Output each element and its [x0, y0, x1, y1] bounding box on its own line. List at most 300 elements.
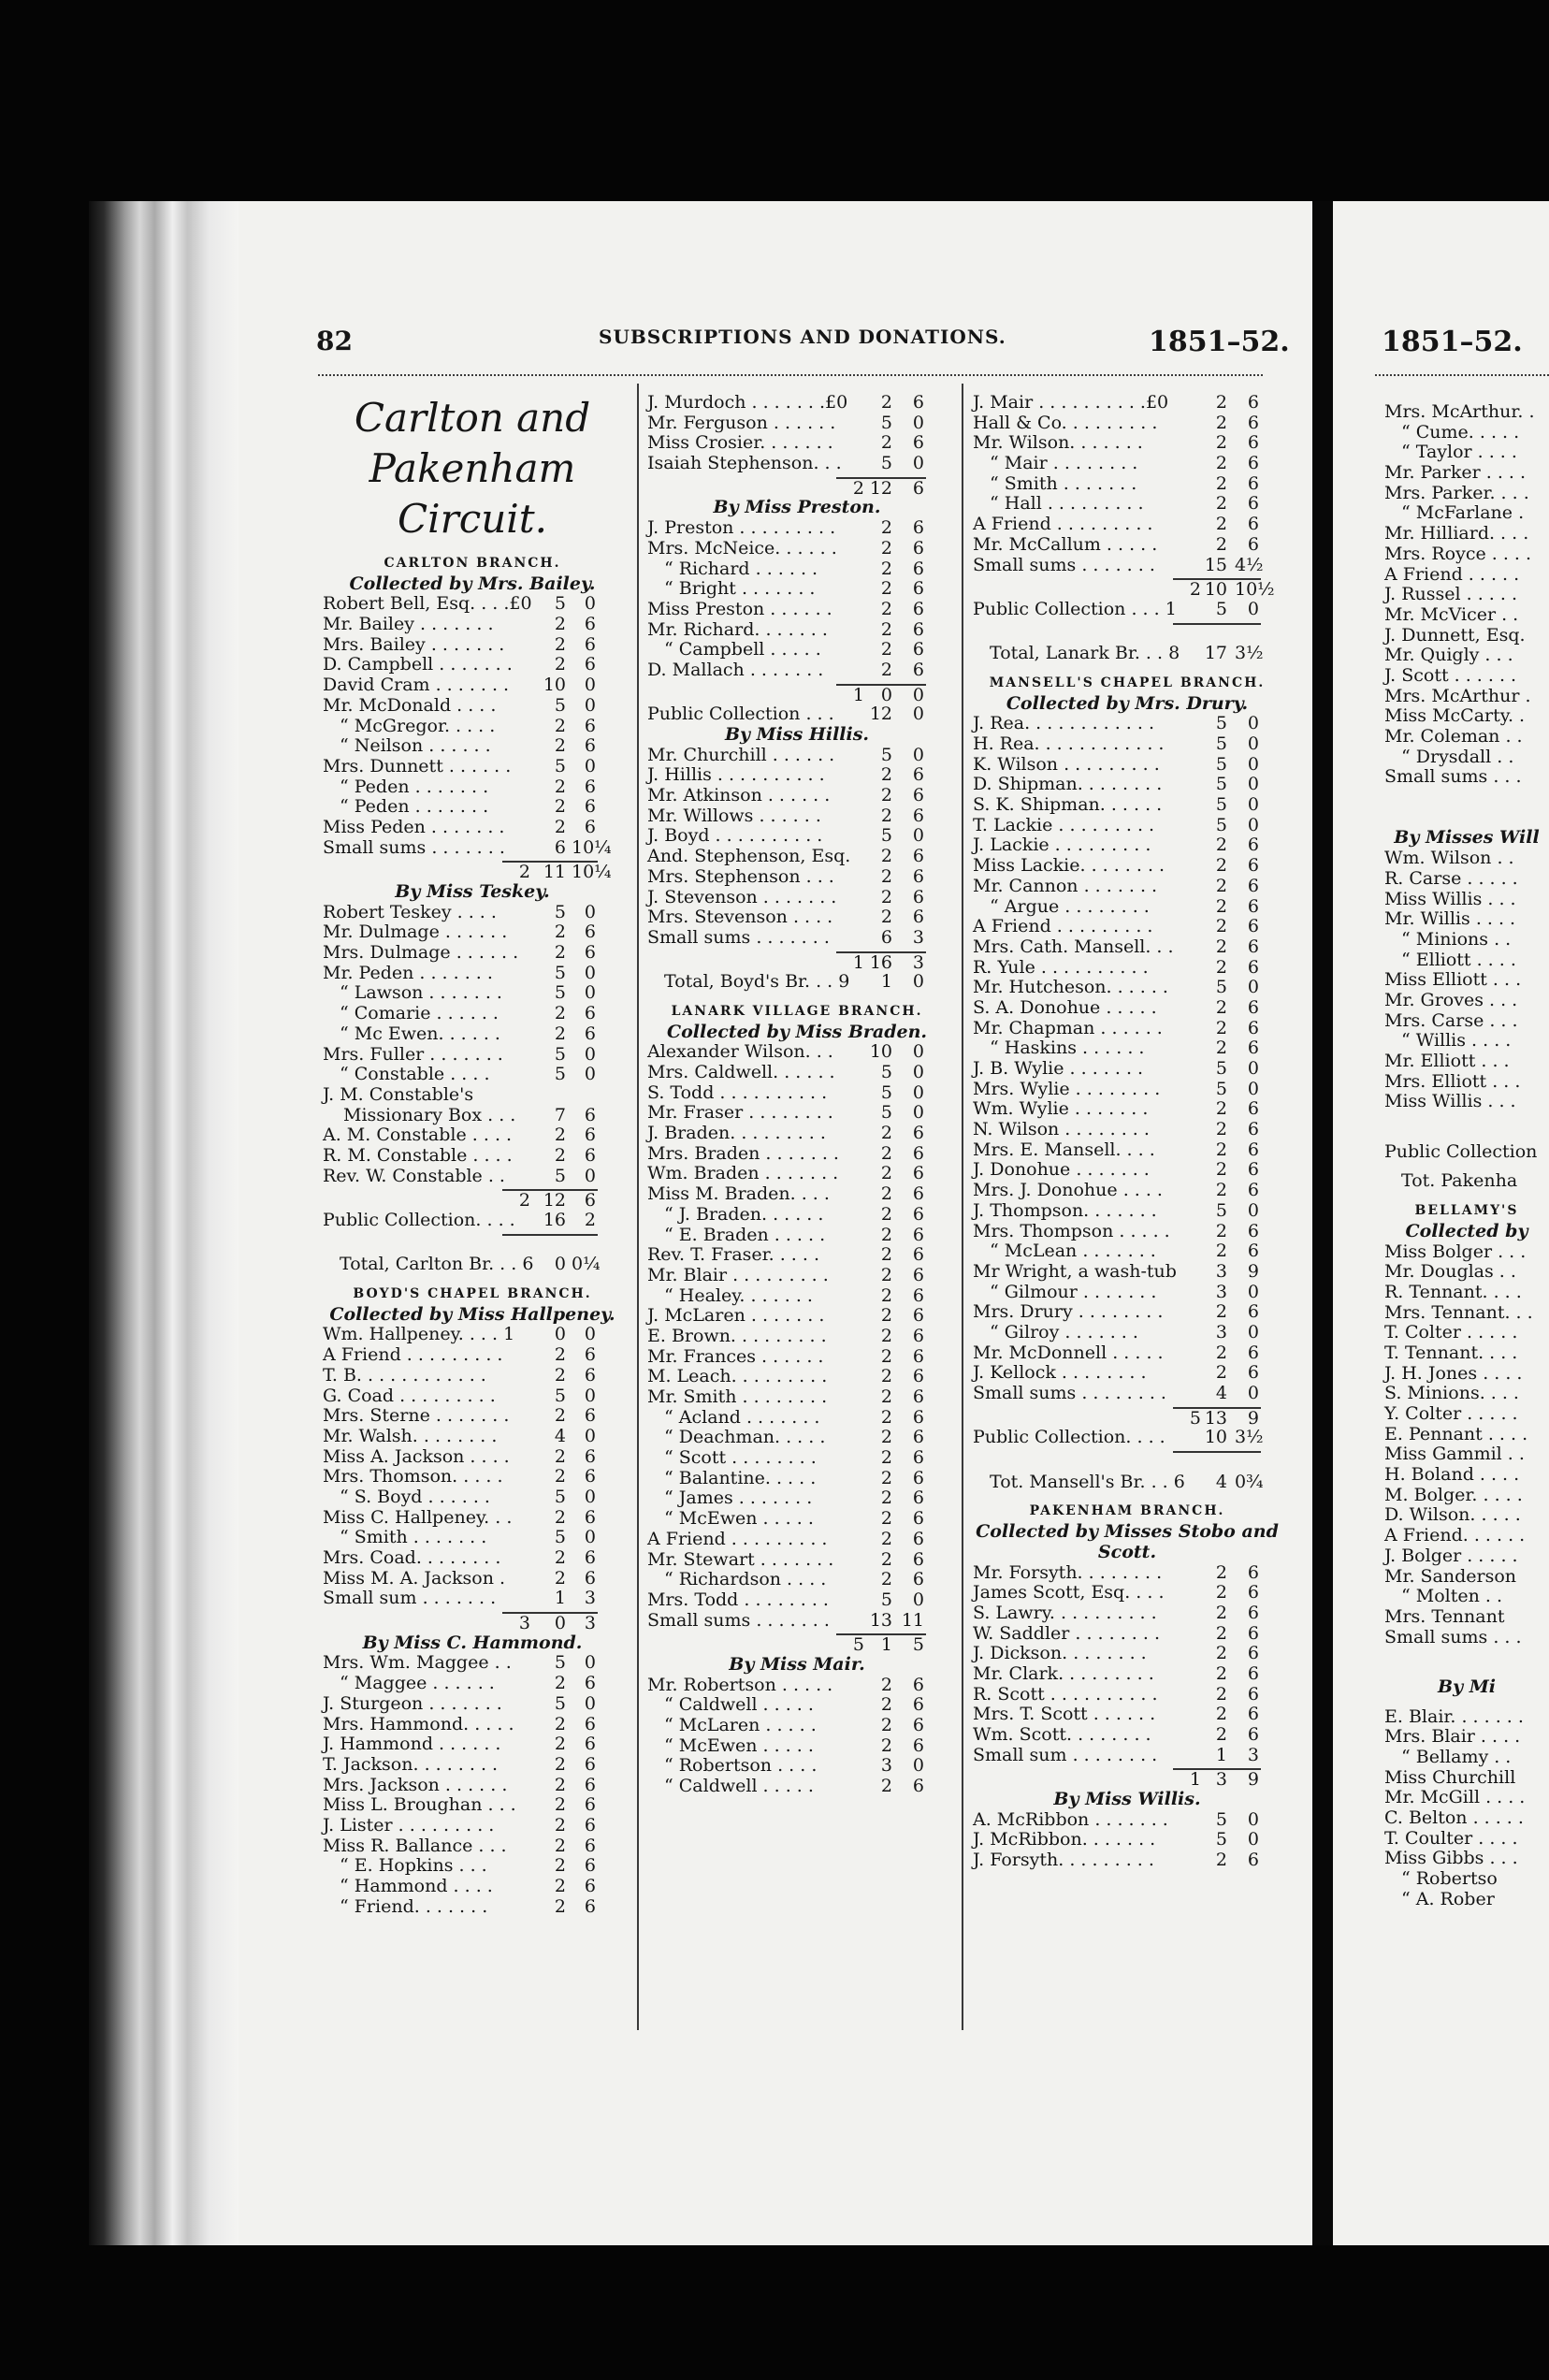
amount: 6	[1247, 1220, 1259, 1241]
amount: 5	[554, 1692, 566, 1714]
subscriber-name: Mrs. Tennant	[1384, 1605, 1505, 1627]
amount: 6	[584, 1814, 596, 1836]
amount: 0	[1247, 733, 1259, 754]
list-item	[973, 1725, 1281, 1746]
amount: 10	[543, 675, 566, 696]
amount: 5	[880, 1102, 892, 1124]
list-item	[647, 518, 947, 539]
amount: 6	[912, 1569, 924, 1590]
list-item	[973, 917, 1281, 937]
amount: 6	[584, 1466, 596, 1488]
amount: 6	[1247, 1119, 1259, 1140]
list-item	[647, 1042, 947, 1063]
subscriber-name: Small sums . . . . . . .	[323, 836, 505, 858]
subscriber-name: Mrs. Cath. Mansell. . .	[973, 936, 1174, 957]
list-item	[973, 1343, 1281, 1364]
list-item	[973, 1604, 1281, 1624]
list-item	[1384, 890, 1549, 910]
amount: 6	[1247, 1582, 1259, 1604]
subscriber-name: S. Minions. . . .	[1384, 1383, 1519, 1404]
list-item	[647, 433, 947, 454]
amount: 5	[1215, 1199, 1227, 1221]
amount: 6	[1247, 1017, 1259, 1038]
amount: 4	[1215, 1471, 1227, 1492]
subscriber-name: Mr. Douglas . .	[1384, 1261, 1516, 1283]
amount: 6	[912, 1715, 924, 1735]
list-item	[1384, 869, 1549, 890]
subscriber-name: Missionary Box . . .	[343, 1104, 516, 1125]
list-item	[973, 877, 1281, 897]
subscriber-name: “ Campbell . . . . .	[664, 639, 821, 660]
subscriber-name: “ Acland . . . . . . .	[664, 1406, 820, 1428]
subscriber-name: Mr. Quigly . . .	[1384, 645, 1513, 666]
subscriber-name: “ McLaren . . . . .	[664, 1715, 817, 1735]
subtotal-row	[973, 1448, 1281, 1473]
amount: 2	[880, 1694, 892, 1716]
list-item	[1384, 1283, 1549, 1303]
amount: 0	[584, 593, 596, 615]
list-item	[647, 765, 947, 786]
subscriber-name: Mrs. Carse . . .	[1384, 1009, 1518, 1031]
subscriber-name: “ Healey. . . . . . .	[664, 1284, 813, 1306]
list-item	[647, 826, 947, 847]
amount: 2	[554, 1466, 566, 1488]
subtotal-amount: 2	[852, 477, 864, 499]
subscriber-name: J. Sturgeon . . . . . . .	[323, 1692, 502, 1714]
subscriber-name: “ Caldwell . . . . .	[664, 1776, 814, 1797]
amount: 6	[584, 1364, 596, 1386]
subscriber-name: “ Argue . . . . . . . .	[990, 895, 1150, 917]
list-item	[1384, 1404, 1549, 1425]
amount: 6	[1247, 533, 1259, 555]
subscriber-name: Total, Boyd's Br. . . 9	[664, 971, 850, 993]
list-item	[323, 1569, 622, 1589]
subtotal-row	[647, 1631, 947, 1655]
amount: 2	[584, 1210, 596, 1230]
amount: 5	[554, 755, 566, 776]
amount: 2	[554, 1567, 566, 1589]
amount: 6	[584, 922, 596, 943]
list-item	[1384, 1011, 1549, 1032]
list-item	[323, 1836, 622, 1857]
list-item	[973, 1624, 1281, 1645]
subtotal-row	[647, 949, 947, 973]
subscriber-name: J. Murdoch . . . . . . .£0	[647, 392, 848, 413]
amount: 5	[880, 1589, 892, 1610]
amount: 6	[912, 805, 924, 826]
list-item	[1384, 951, 1549, 971]
subscriber-name: E. Brown. . . . . . . . .	[647, 1325, 827, 1346]
subscriber-name: “ Gilmour . . . . . . .	[990, 1281, 1157, 1302]
list-item	[973, 1428, 1281, 1448]
subscriber-name: “ Richard . . . . . .	[664, 558, 818, 579]
list-item	[1384, 1788, 1549, 1808]
subscriber-name: Mrs. Wylie . . . . . . . .	[973, 1078, 1161, 1099]
amount: 0	[584, 1324, 596, 1345]
subtotal-amount: 6	[912, 477, 924, 499]
amount: 0	[584, 675, 596, 696]
amount: 2	[880, 1203, 892, 1225]
list-item	[323, 1065, 622, 1085]
subscriber-name: J. McRibbon. . . . . . .	[973, 1829, 1156, 1850]
subtotal-amount: 1	[852, 951, 864, 973]
list-item	[1384, 1142, 1549, 1163]
amount: 1	[880, 971, 892, 993]
subscriber-name: Tot. Pakenha	[1401, 1170, 1518, 1192]
list-item	[647, 559, 947, 580]
amount: 0	[1247, 1199, 1259, 1221]
amount: 2	[880, 517, 892, 539]
amount: 2	[1215, 1139, 1227, 1160]
subscriber-name: Mrs. Stephenson . . .	[647, 865, 834, 887]
amount: 2	[554, 776, 566, 797]
subscriber-name: Mr. Richard. . . . . . .	[647, 618, 828, 640]
amount: 6	[1247, 1362, 1259, 1384]
subscriber-name: R. Tennant. . . .	[1384, 1281, 1522, 1302]
list-item	[973, 494, 1281, 515]
amount: 5	[1215, 1078, 1227, 1099]
subscriber-name: And. Stephenson, Esq.	[647, 846, 851, 867]
amount: 6	[584, 776, 596, 797]
subscriber-name: J. Forsyth. . . . . . . . .	[973, 1850, 1154, 1871]
subscriber-name: “ Willis . . . .	[1401, 1030, 1512, 1052]
subtotal-row	[973, 620, 1281, 645]
subscriber-name: H. Rea. . . . . . . . . . . .	[973, 733, 1165, 754]
amount: 6	[912, 639, 924, 660]
amount: 6	[912, 865, 924, 887]
amount: 5	[1215, 1808, 1227, 1830]
subscriber-name: “ Smith . . . . . . .	[990, 472, 1137, 494]
subscriber-name: Mr. McGill . . . .	[1384, 1787, 1526, 1808]
amount: 2	[1215, 1038, 1227, 1059]
list-item	[323, 1045, 622, 1066]
subscriber-name: D. Campbell . . . . . . .	[323, 654, 513, 675]
subscriber-name: Miss McCarty. .	[1384, 705, 1526, 727]
list-item	[647, 847, 947, 867]
list-item	[647, 1124, 947, 1144]
list-item	[647, 1469, 947, 1489]
list-item	[973, 1038, 1281, 1059]
amount: 6	[912, 1366, 924, 1387]
subscriber-name: Small sum . . . . . . . .	[973, 1744, 1158, 1765]
amount: 2	[880, 886, 892, 907]
amount: 6	[912, 1203, 924, 1225]
subscriber-name: Mr. Forsyth. . . . . . . .	[973, 1561, 1163, 1583]
subtotal-amount: 0	[912, 684, 924, 705]
list-item	[647, 1387, 947, 1408]
subscriber-name: Mrs. Thompson . . . . .	[973, 1220, 1170, 1241]
amount: 0¾	[1235, 1471, 1264, 1492]
list-item	[973, 1664, 1281, 1685]
list-item	[973, 714, 1281, 734]
list-item	[1384, 484, 1549, 504]
amount: 2	[880, 1447, 892, 1469]
list-item	[1384, 402, 1549, 423]
amount: 4½	[1235, 554, 1264, 575]
amount: 6	[584, 1713, 596, 1734]
subtotal-amount: 11	[543, 862, 566, 883]
amount: 6	[1247, 1662, 1259, 1684]
list-item	[323, 1211, 622, 1231]
subscriber-name: Miss Peden . . . . . . .	[323, 816, 505, 837]
amount: 2	[554, 1344, 566, 1366]
subtotal-amount: 10¼	[572, 862, 612, 883]
list-item	[323, 1447, 622, 1468]
right-page-year: 1851–52.	[1382, 326, 1523, 358]
amount: 0	[584, 1385, 596, 1406]
subscriber-name: “ Deachman. . . . .	[664, 1427, 826, 1448]
amount: 2	[880, 1548, 892, 1570]
list-item	[1384, 1628, 1549, 1648]
amount: 2	[880, 1244, 892, 1266]
list-item	[323, 1795, 622, 1816]
list-item	[647, 1226, 947, 1246]
amount: 2	[1215, 392, 1227, 413]
amount: 6	[584, 1547, 596, 1568]
list-item	[647, 1286, 947, 1307]
amount: 0	[912, 1589, 924, 1610]
list-item	[973, 1140, 1281, 1161]
subtotal-row	[323, 858, 622, 882]
list-item	[1384, 747, 1549, 768]
subscriber-name: J. Russel . . . . .	[1384, 584, 1517, 605]
amount: 2	[1215, 514, 1227, 535]
subscriber-name: “ Peden . . . . . . .	[340, 776, 489, 797]
list-item	[973, 1059, 1281, 1080]
subscriber-name: Mrs. Sterne . . . . . . .	[323, 1405, 510, 1427]
amount: 2	[1215, 432, 1227, 454]
list-item	[1384, 1425, 1549, 1445]
amount: 12	[869, 704, 892, 725]
subscriber-name: Rev. W. Constable . .	[323, 1165, 505, 1186]
list-item	[323, 903, 622, 923]
amount: 2	[880, 1427, 892, 1448]
amount: 2	[880, 865, 892, 887]
amount: 10	[1204, 1427, 1227, 1448]
list-item	[323, 1386, 622, 1407]
subscriber-name: A Friend . . . . . . . . .	[323, 1344, 503, 1366]
amount: 6	[1247, 1724, 1259, 1745]
amount: 6	[584, 1405, 596, 1427]
amount: 4	[1215, 1383, 1227, 1403]
list-item	[1384, 1242, 1549, 1263]
subscriber-name: N. Wilson . . . . . . . .	[973, 1119, 1150, 1140]
subscriber-name: Mr. Hutcheson. . . . . .	[973, 977, 1168, 998]
subscriber-name: “ Lawson . . . . . . .	[340, 982, 502, 1004]
subscriber-name: J. M. Constable's	[323, 1083, 474, 1105]
list-item	[973, 795, 1281, 816]
list-item	[973, 958, 1281, 979]
subscriber-name: Public Collection. . . .	[323, 1210, 515, 1230]
collector-heading: By Mi	[1438, 1676, 1496, 1697]
amount: 5	[554, 1385, 566, 1406]
list-item	[323, 757, 622, 777]
list-item	[1384, 687, 1549, 707]
subscriber-name: Mrs. Parker. . . .	[1384, 482, 1529, 503]
amount: 6	[912, 1244, 924, 1266]
list-item	[323, 717, 622, 737]
list-item	[1384, 585, 1549, 605]
subscriber-name: Mr. Willows . . . . . .	[647, 805, 821, 826]
list-item	[1384, 1707, 1549, 1728]
list-item	[323, 1427, 622, 1447]
list-item	[647, 539, 947, 559]
spacer	[1384, 808, 1549, 829]
spacer	[1384, 1192, 1549, 1201]
amount: 2	[880, 1569, 892, 1590]
amount: 2	[880, 659, 892, 680]
subscriber-name: Mr. Elliott . . .	[1384, 1051, 1510, 1071]
list-item	[973, 1746, 1281, 1766]
subscriber-name: “ Cume. . . . .	[1401, 421, 1520, 443]
list-item	[1384, 1607, 1549, 1628]
amount: 2	[554, 735, 566, 757]
subscriber-name: Mrs. T. Scott . . . . . .	[973, 1704, 1156, 1725]
amount: 2	[880, 805, 892, 826]
amount: 2	[554, 1734, 566, 1755]
list-item	[323, 1816, 622, 1836]
subscriber-name: Mr. McVicer . .	[1384, 603, 1519, 625]
amount: 6	[1247, 956, 1259, 978]
list-item	[1384, 1505, 1549, 1526]
list-item	[647, 1590, 947, 1611]
amount: 2	[880, 578, 892, 600]
amount: 0	[1247, 794, 1259, 816]
list-item	[647, 1550, 947, 1571]
list-item	[323, 1345, 622, 1366]
column-divider	[962, 384, 963, 2030]
subscriber-name: Mrs. Fuller . . . . . . .	[323, 1043, 503, 1065]
list-item	[647, 1184, 947, 1205]
amount: 0	[584, 1486, 596, 1507]
subscriber-name: J. Stevenson . . . . . . .	[647, 886, 837, 907]
subscriber-name: “ Scott . . . . . . . .	[664, 1447, 817, 1469]
amount: 5	[1215, 598, 1227, 619]
amount: 6	[584, 796, 596, 818]
list-item	[647, 1408, 947, 1429]
list-item	[323, 1406, 622, 1427]
list-item	[647, 867, 947, 888]
amount: 5	[554, 1652, 566, 1674]
list-item	[973, 1850, 1281, 1871]
subscriber-name: A. M. Constable . . . .	[323, 1125, 513, 1146]
list-item	[1384, 1829, 1549, 1850]
book-spine-edge	[89, 201, 239, 2245]
subscriber-name: T. Tennant. . . .	[1384, 1342, 1518, 1363]
amount: 3	[880, 1755, 892, 1777]
amount: 5	[880, 453, 892, 474]
list-item	[323, 1366, 622, 1386]
subscriber-name: “ Peden . . . . . . .	[340, 796, 489, 818]
list-item	[647, 704, 947, 725]
amount: 2	[1215, 875, 1227, 896]
amount: 2	[1215, 1602, 1227, 1623]
amount: 0	[912, 1081, 924, 1103]
amount: 3	[584, 1588, 596, 1609]
list-item	[1384, 1727, 1549, 1748]
subscriber-name: “ Bellamy . .	[1401, 1747, 1512, 1767]
amount: 6	[584, 1855, 596, 1877]
amount: 2	[1215, 1704, 1227, 1725]
amount: 2	[1215, 1850, 1227, 1871]
collector-heading: By Miss C. Hammond.	[362, 1632, 583, 1653]
amount: 6	[912, 1183, 924, 1205]
amount: 5	[1215, 814, 1227, 835]
amount: 2	[880, 1734, 892, 1756]
amount: 0	[584, 694, 596, 716]
collector-heading: By Miss Willis.	[1053, 1789, 1201, 1810]
amount: 6	[584, 1506, 596, 1528]
list-item	[647, 786, 947, 806]
list-item	[647, 640, 947, 660]
amount: 6	[1247, 1180, 1259, 1201]
list-item	[647, 1777, 947, 1797]
amount: 2	[554, 922, 566, 943]
list-item	[1384, 970, 1549, 991]
collector-heading: Collected by Misses Stobo and	[976, 1521, 1279, 1543]
amount: 3½	[1235, 643, 1264, 664]
list-item	[1384, 605, 1549, 626]
amount: 11	[901, 1609, 924, 1631]
subscriber-name: Mr. Walsh. . . . . . . .	[323, 1425, 498, 1446]
list-item	[323, 1125, 622, 1146]
amount: 6	[912, 1305, 924, 1327]
subscriber-name: “ Elliott . . . .	[1401, 949, 1516, 970]
amount: 13	[869, 1609, 892, 1631]
amount: 5	[554, 1486, 566, 1507]
list-item	[323, 1024, 622, 1045]
amount: 6	[584, 1774, 596, 1795]
amount: 2	[880, 537, 892, 559]
amount: 6	[912, 618, 924, 640]
list-item	[973, 1830, 1281, 1850]
list-item	[647, 1306, 947, 1327]
amount: 2	[1215, 895, 1227, 917]
amount: 0	[584, 755, 596, 776]
list-item	[1384, 849, 1549, 869]
list-item	[647, 1756, 947, 1777]
subscriber-name: “ McLean . . . . . . .	[990, 1241, 1156, 1262]
list-item	[973, 1583, 1281, 1604]
amount: 0	[1247, 1383, 1259, 1403]
list-item	[1384, 443, 1549, 463]
list-item	[323, 615, 622, 635]
right-header-rule	[1375, 369, 1549, 376]
amount: 6	[584, 1794, 596, 1816]
subscriber-name: “ Hammond . . . .	[340, 1876, 493, 1896]
list-item	[323, 1856, 622, 1877]
amount: 5	[880, 1081, 892, 1103]
subscriber-name: Mr. Smith . . . . . . . .	[647, 1386, 828, 1407]
amount: 0¼	[572, 1254, 601, 1275]
subscriber-name: Public Collection . . .	[647, 704, 834, 725]
subscriber-name: Mrs. Caldwell. . . . . .	[647, 1062, 835, 1082]
subscriber-name: “ Caldwell . . . . .	[664, 1694, 814, 1716]
list-item	[323, 838, 622, 859]
subscriber-name: “ Drysdall . .	[1401, 746, 1514, 767]
amount: 1	[554, 1588, 566, 1609]
amount: 17	[1204, 643, 1227, 664]
amount: 6	[584, 1753, 596, 1775]
amount: 6	[1247, 1622, 1259, 1644]
subscriber-name: Mr Wright, a wash-tub	[973, 1260, 1177, 1282]
subscriber-name: Mr. Peden . . . . . . .	[323, 962, 493, 983]
list-item	[323, 1467, 622, 1488]
list-item	[323, 1776, 622, 1796]
amount: 2	[554, 1855, 566, 1877]
list-item	[1384, 706, 1549, 727]
amount: 2	[554, 942, 566, 964]
